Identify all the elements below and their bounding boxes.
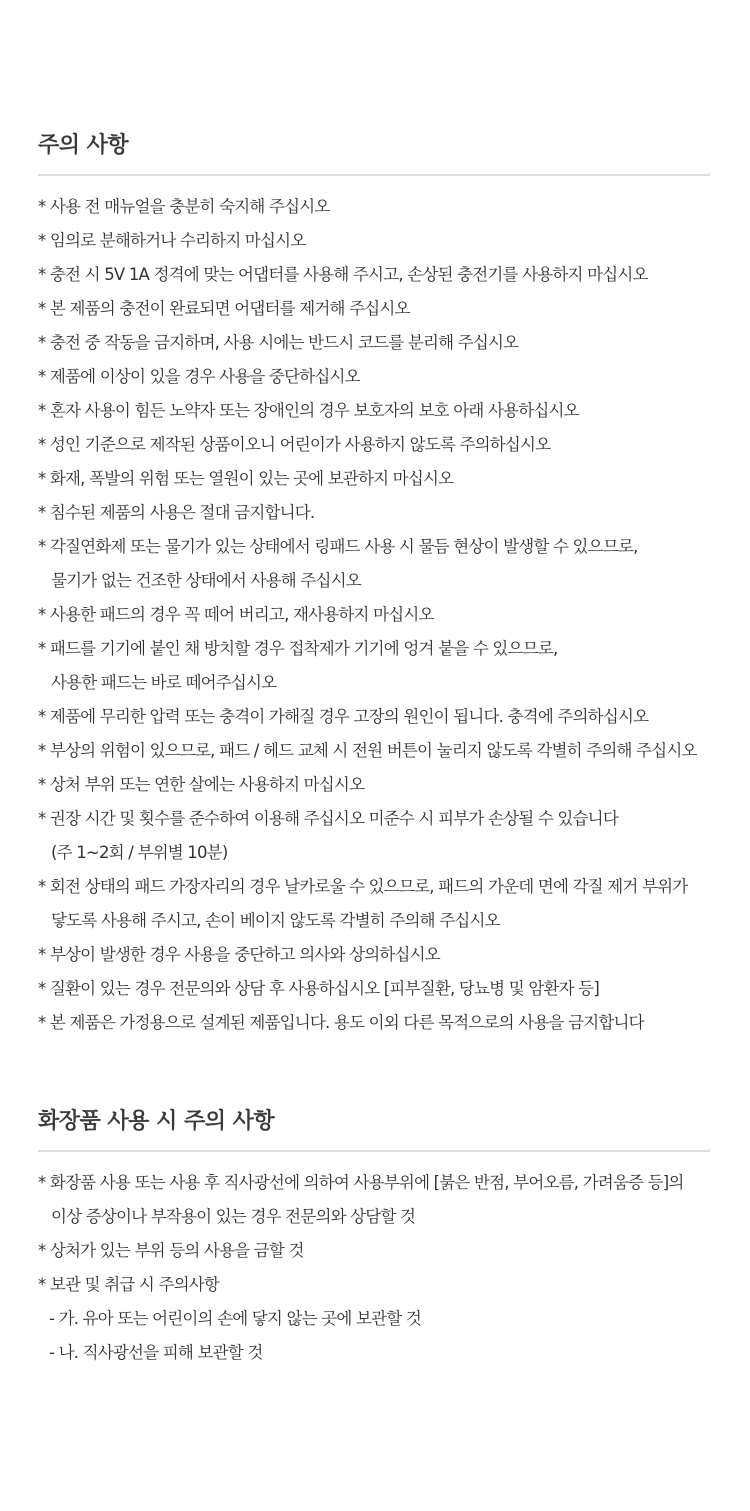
caution-item: * 부상의 위험이 있으므로, 패드 / 헤드 교체 시 전원 버튼이 눌리지 않도록 각별히 주의해 주십시오 xyxy=(38,741,697,760)
caution-item: * 성인 기준으로 제작된 상품이오니 어린이가 사용하지 않도록 주의하십시오 xyxy=(38,435,551,454)
caution-item: * 제품에 무리한 압력 또는 충격이 가해질 경우 고장의 원인이 됩니다. 충격에 주의하십시오 xyxy=(38,707,649,726)
caution-item: * 사용 전 매뉴얼을 충분히 숙지해 주십시오 xyxy=(38,197,330,216)
caution-item: * 본 제품은 가정용으로 설계된 제품입니다. 용도 이외 다른 목적으로의 사용을 금지합니다 xyxy=(38,1013,644,1032)
caution-divider xyxy=(38,174,710,176)
caution-item: * 권장 시간 및 횟수를 준수하여 이용해 주십시오 미준수 시 피부가 손상될 수 있습니다 (주 1~2회 / 부위별 10분) xyxy=(38,809,618,862)
caution-item: * 부상이 발생한 경우 사용을 중단하고 의사와 상의하십시오 xyxy=(38,945,440,964)
cosmetics-caution-sub-item: - 가. 유아 또는 어린이의 손에 닿지 않는 곳에 보관할 것 xyxy=(49,1309,421,1328)
cosmetics-caution-item: * 화장품 사용 또는 사용 후 직사광선에 의하여 사용부위에 [붉은 반점, 부어오름, 가려움증 등]의 이상 증상이나 부작용이 있는 경우 전문의와 상담할 것 xyxy=(38,1173,684,1226)
caution-item: * 패드를 기기에 붙인 채 방치할 경우 접착제가 기기에 엉겨 붙을 수 있으므로, 사용한 패드는 바로 떼어주십시오 xyxy=(38,639,558,692)
caution-item: * 충전 중 작동을 금지하며, 사용 시에는 반드시 코드를 분리해 주십시오 xyxy=(38,333,519,352)
cosmetics-caution-sub-item: - 나. 직사광선을 피해 보관할 것 xyxy=(49,1343,263,1362)
caution-list xyxy=(38,190,710,1040)
cosmetics-caution-item: * 보관 및 취급 시 주의사항 xyxy=(38,1275,220,1294)
caution-item: * 임의로 분해하거나 수리하지 마십시오 xyxy=(38,231,306,250)
caution-item: * 제품에 이상이 있을 경우 사용을 중단하십시오 xyxy=(38,367,360,386)
caution-item: * 회전 상태의 패드 가장자리의 경우 날카로울 수 있으므로, 패드의 가운데 면에 각질 제거 부위가 닿도록 사용해 주시고, 손이 베이지 않도록 각별히 주의해 주십시오 xyxy=(38,877,688,930)
caution-item: * 화재, 폭발의 위험 또는 열원이 있는 곳에 보관하지 마십시오 xyxy=(38,469,454,488)
caution-item: * 충전 시 5V 1A 정격에 맞는 어댑터를 사용해 주시고, 손상된 충전기를 사용하지 마십시오 xyxy=(38,265,648,284)
cosmetics-caution-title: 화장품 사용 시 주의 사항 xyxy=(38,1109,275,1134)
caution-item: * 질환이 있는 경우 전문의와 상담 후 사용하십시오 [피부질환, 당뇨병 및 암환자 등] xyxy=(38,979,599,998)
cosmetics-caution-item: * 상처가 있는 부위 등의 사용을 금할 것 xyxy=(38,1241,304,1260)
caution-section xyxy=(38,128,710,1040)
caution-item: * 본 제품의 충전이 완료되면 어댑터를 제거해 주십시오 xyxy=(38,299,410,318)
caution-item: * 각질연화제 또는 물기가 있는 상태에서 링패드 사용 시 물듬 현상이 발생할 수 있으므로, 물기가 없는 건조한 상태에서 사용해 주십시오 xyxy=(38,537,638,590)
caution-item: * 사용한 패드의 경우 꼭 떼어 버리고, 재사용하지 마십시오 xyxy=(38,605,434,624)
caution-item: * 혼자 사용이 힘든 노약자 또는 장애인의 경우 보호자의 보호 아래 사용하십시오 xyxy=(38,401,579,420)
cosmetics-caution-divider xyxy=(38,1150,710,1152)
cosmetics-caution-list xyxy=(38,1166,710,1370)
cosmetics-caution-section xyxy=(38,1104,710,1370)
caution-item: * 상처 부위 또는 연한 살에는 사용하지 마십시오 xyxy=(38,775,365,794)
caution-item: * 침수된 제품의 사용은 절대 금지합니다. xyxy=(38,503,315,522)
caution-title: 주의 사항 xyxy=(38,133,129,158)
